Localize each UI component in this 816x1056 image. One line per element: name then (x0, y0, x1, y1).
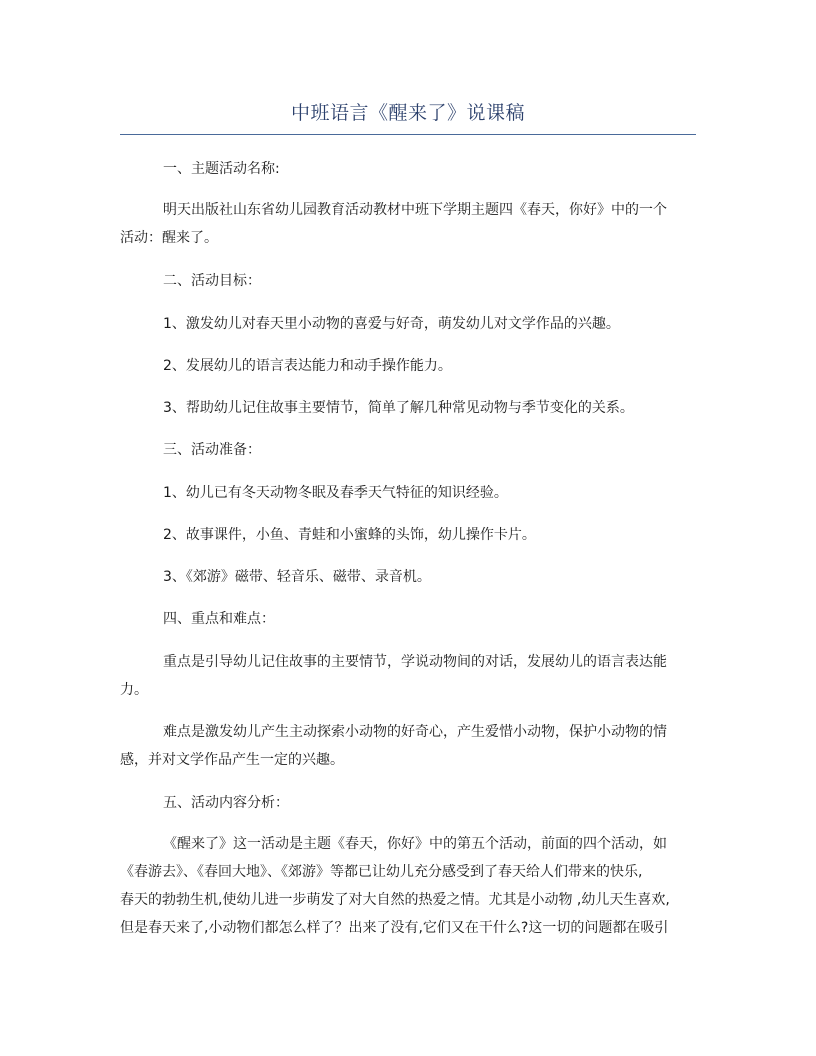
section-heading: 二、活动目标： (163, 273, 261, 289)
document-title: 中班语言《醒来了》说课稿 (290, 102, 525, 124)
list-item: 3、《郊游》磁带、轻音乐、磁带、录音机。 (163, 569, 431, 585)
title-divider (120, 134, 696, 135)
section-heading: 一、主题活动名称: (163, 161, 280, 177)
list-item: 3、帮助幼儿记住故事主要情节，简单了解几种常见动物与季节变化的关系。 (163, 400, 634, 416)
paragraph: 难点是激发幼儿产生主动探索小动物的好奇心，产生爱惜小动物，保护小动物的情 感，并对文学作品产生一定的兴趣。 (120, 724, 667, 768)
paragraph: 重点是引导幼儿记住故事的主要情节，学说动物间的对话，发展幼儿的语言表达能 力。 (120, 654, 667, 698)
section-heading: 五、活动内容分析： (163, 795, 289, 811)
list-item: 1、幼儿已有冬天动物冬眠及春季天气特征的知识经验。 (163, 485, 508, 501)
list-item: 1、激发幼儿对春天里小动物的喜爱与好奇，萌发幼儿对文学作品的兴趣。 (163, 316, 620, 332)
list-item: 2、发展幼儿的语言表达能力和动手操作能力。 (163, 358, 452, 374)
section-heading: 三、活动准备： (163, 442, 261, 458)
paragraph: 《醒来了》这一活动是主题《春天，你好》中的第五个活动，前面的四个活动，如 《春游去》、《春回大地》、《郊游》等都已让幼儿充分感受到了春天给人们带来的快乐, 春天的勃勃生机,使幼儿进一步萌发了对大自然的热爱之情。尤其是小动物 ,幼儿天生喜欢, 但是春天来了,小动物们都怎么样了？出来了没有,它们又在干什么?这一切的问题都在吸引 (120, 836, 670, 936)
paragraph: 明天出版社山东省幼儿园教育活动教材中班下学期主题四《春天，你好》中的一个 活动：醒来了。 (120, 202, 667, 246)
list-item: 2、故事课件，小鱼、青蛙和小蜜蜂的头饰，幼儿操作卡片。 (163, 527, 536, 543)
section-heading: 四、重点和难点： (163, 611, 275, 627)
